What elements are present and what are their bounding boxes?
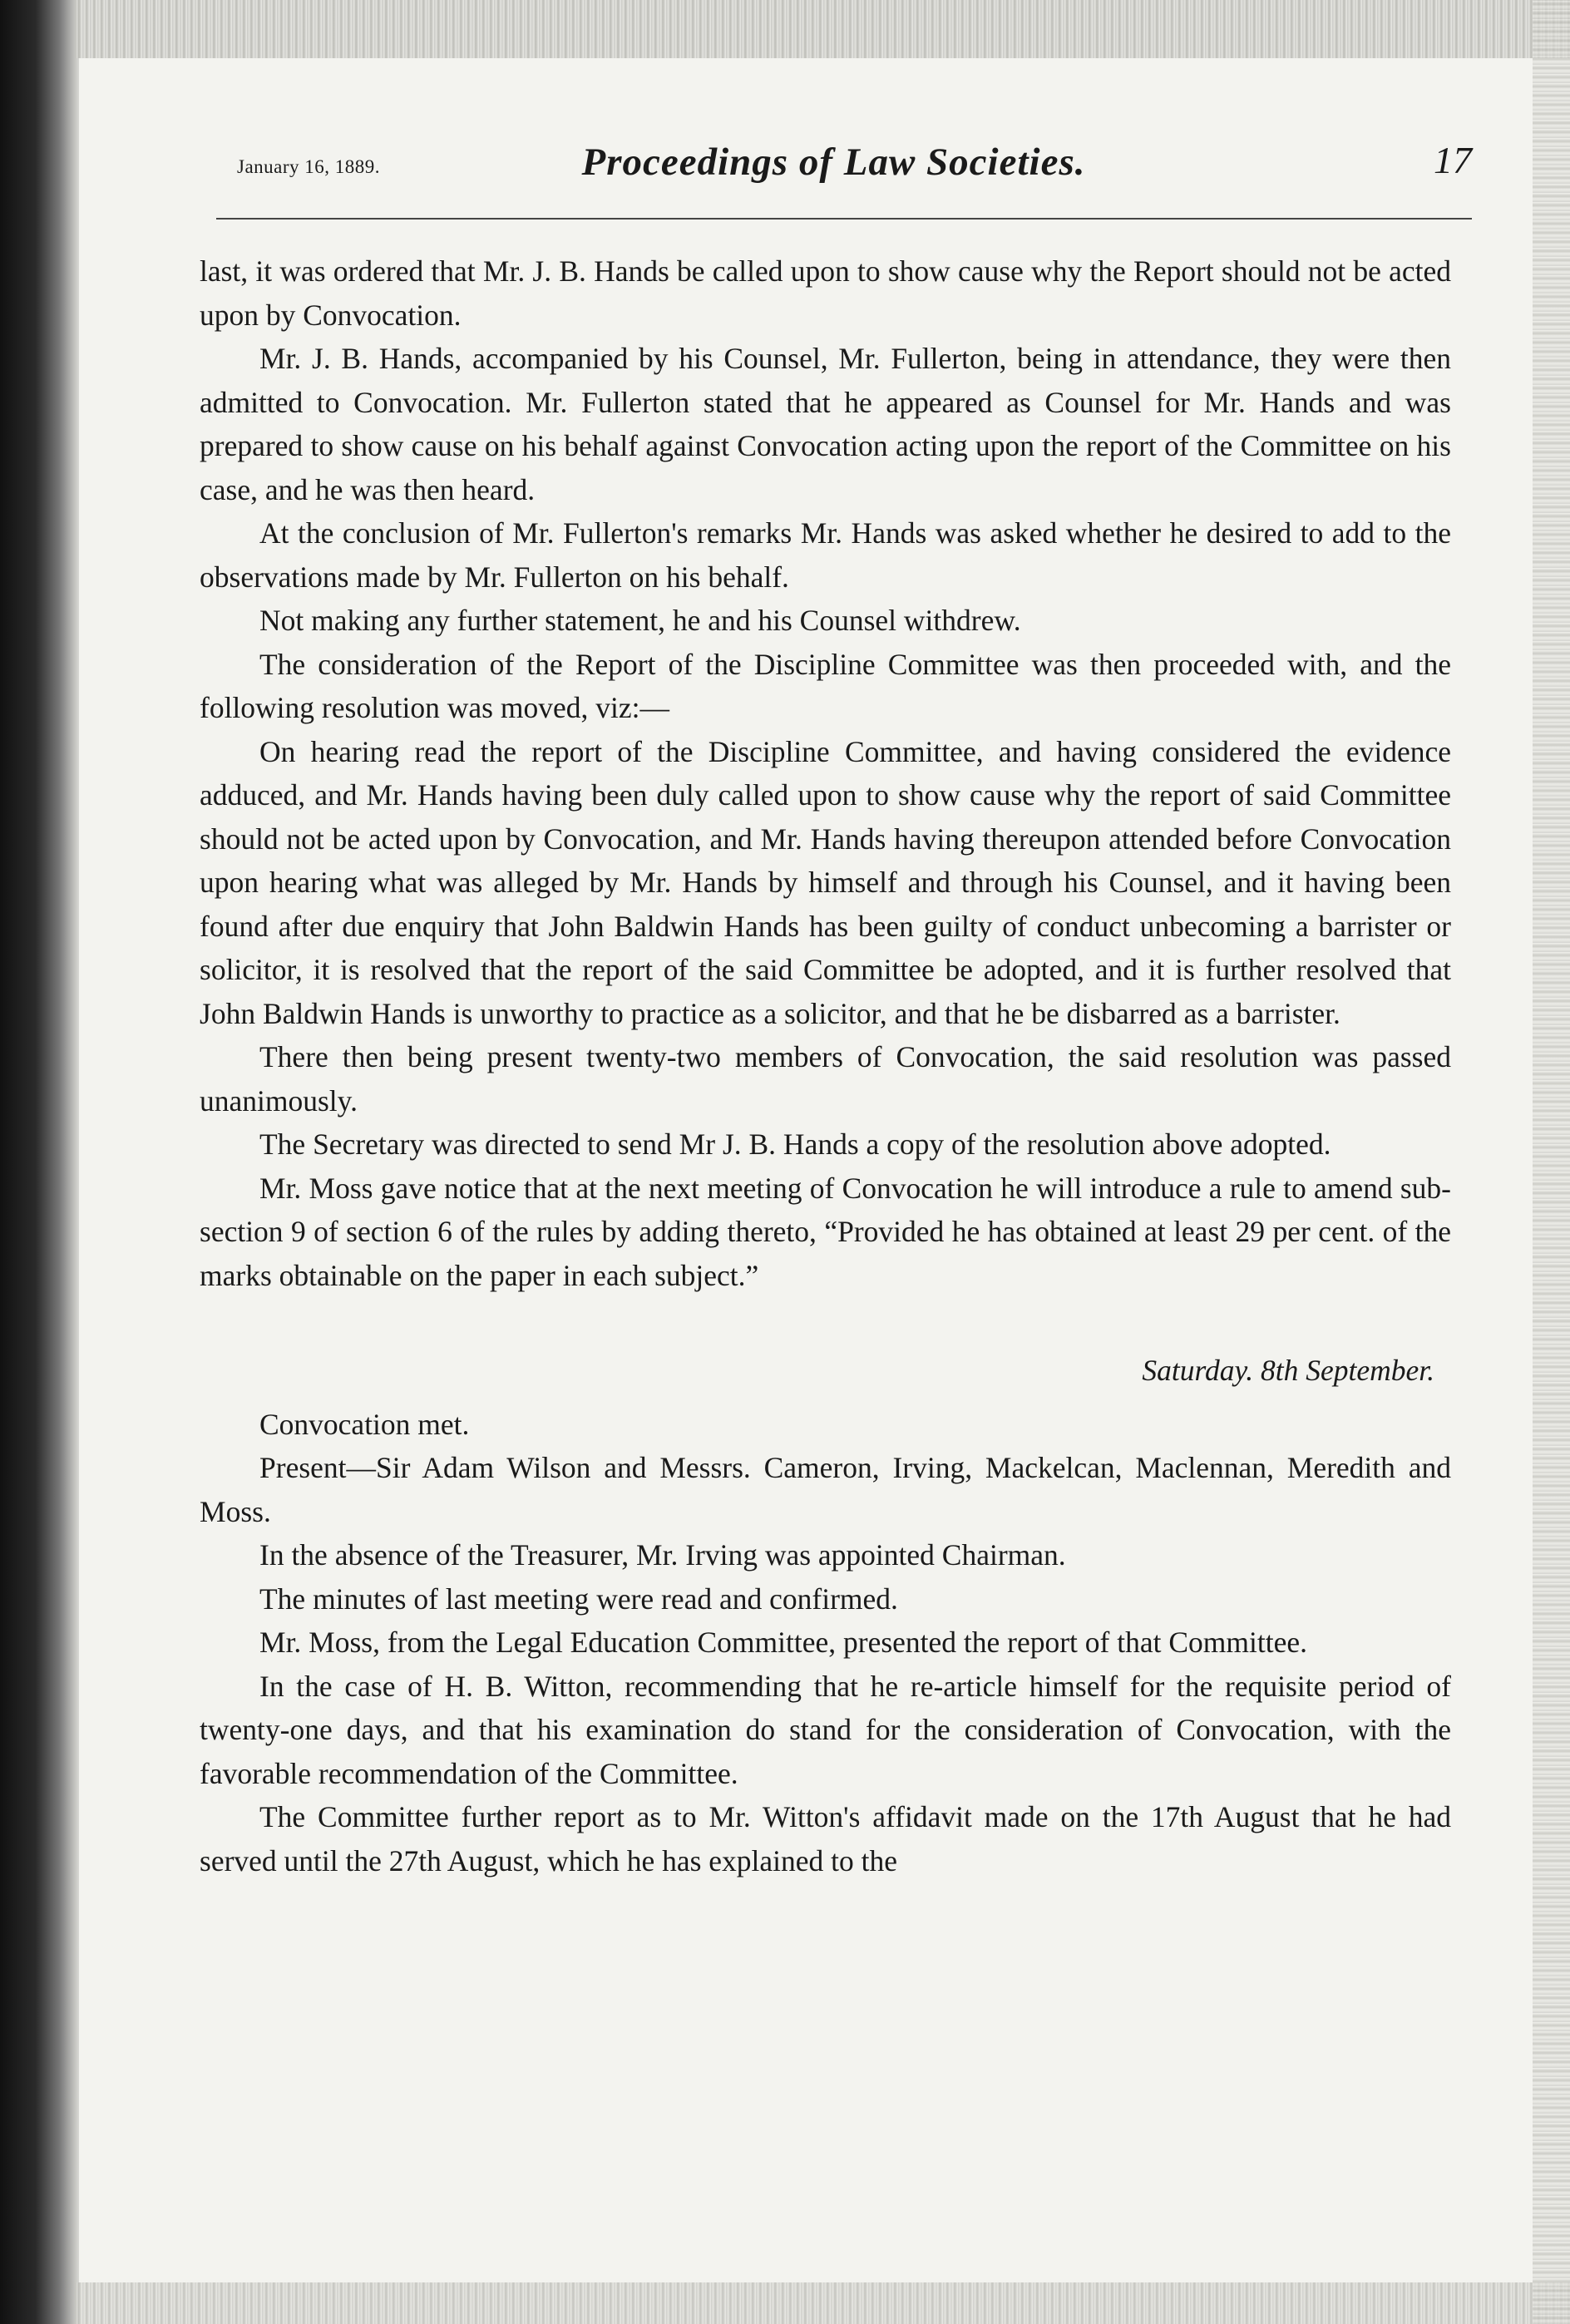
paragraph: Convocation met. [259,1407,470,1441]
scan-noise-bottom [75,2282,1570,2324]
paragraph: In the absence of the Treasurer, Mr. Irving was appointed Chairman. [259,1538,1066,1572]
article-body [200,249,1451,1882]
scan-noise-top [75,0,1570,58]
paragraph: There then being present twenty-two members of Convocation, the said resolution was passed unanimously. [200,1040,1451,1118]
page-binding-edge [0,0,79,2324]
header-date: January 16, 1889. [237,156,381,177]
header-rule [216,218,1472,220]
running-header [195,133,1472,200]
paragraph: Mr. Moss, from the Legal Education Committee, presented the report of that Committee. [259,1626,1307,1659]
scan-noise-right [1533,0,1570,2324]
paragraph: The consideration of the Report of the Discipline Committee was then proceeded with, and the following resolution was moved, viz:— [200,647,1451,724]
paragraph: Mr. Moss gave notice that at the next meeting of Convocation he will introduce a rule to amend sub-section 9 of section 6 of the rules by adding thereto, “Provided he has obtained at least 29 per cent. of the marks obtainable on the paper in each subject.” [200,1171,1451,1292]
paragraph: Mr. J. B. Hands, accompanied by his Counsel, Mr. Fullerton, being in attendance, they were then admitted to Convocation. Mr. Fullerton stated that he appeared as Counsel for Mr. Hands and was prepared to show cause on his behalf against Convocation acting upon the report of the Committee on his case, and he was then heard. [200,342,1451,506]
meeting-dateline: Saturday. 8th September. [1142,1354,1434,1387]
paragraph: The Committee further report as to Mr. Witton's affidavit made on the 17th August that he had served until the 27th August, which he has explained to the [200,1800,1451,1877]
page-number: 17 [1434,139,1472,181]
paragraph: Not making any further statement, he and his Counsel withdrew. [259,604,1021,637]
paragraph: At the conclusion of Mr. Fullerton's remarks Mr. Hands was asked whether he desired to add to the observations made by Mr. Fullerton on his behalf. [200,516,1451,594]
paragraph: The minutes of last meeting were read and confirmed. [259,1581,898,1616]
paragraph: last, it was ordered that Mr. J. B. Hands be called upon to show cause why the Report should not be acted upon by Convocation. [200,254,1451,332]
paragraph: In the case of H. B. Witton, recommending that he re-article himself for the requisite period of twenty-one days, and that his examination do stand for the consideration of Convocation, with the favorable recommendation of the Committee. [200,1669,1451,1790]
journal-title: Proceedings of Law Societies. [581,141,1086,184]
paragraph: The Secretary was directed to send Mr J. B. Hands a copy of the resolution above adopted. [259,1127,1331,1161]
paragraph: Present—Sir Adam Wilson and Messrs. Cameron, Irving, Mackelcan, Maclennan, Meredith and Moss. [200,1451,1451,1528]
resolution-paragraph: On hearing read the report of the Discipline Committee, and having considered the evidence adduced, and Mr. Hands having been duly called upon to show cause why the report of said Committee should not be acted upon by Convocation, and Mr. Hands having thereupon attended before Convocation upon hearing what was alleged by Mr. Hands by himself and through his Counsel, and it having been found after due enquiry that John Baldwin Hands has been guilty of conduct unbecoming a barrister or solicitor, it is resolved that the report of the said Committee be adopted, and it is further resolved that John Baldwin Hands is unworthy to practice as a solicitor, and that he be disbarred as a barrister. [200,734,1451,1030]
